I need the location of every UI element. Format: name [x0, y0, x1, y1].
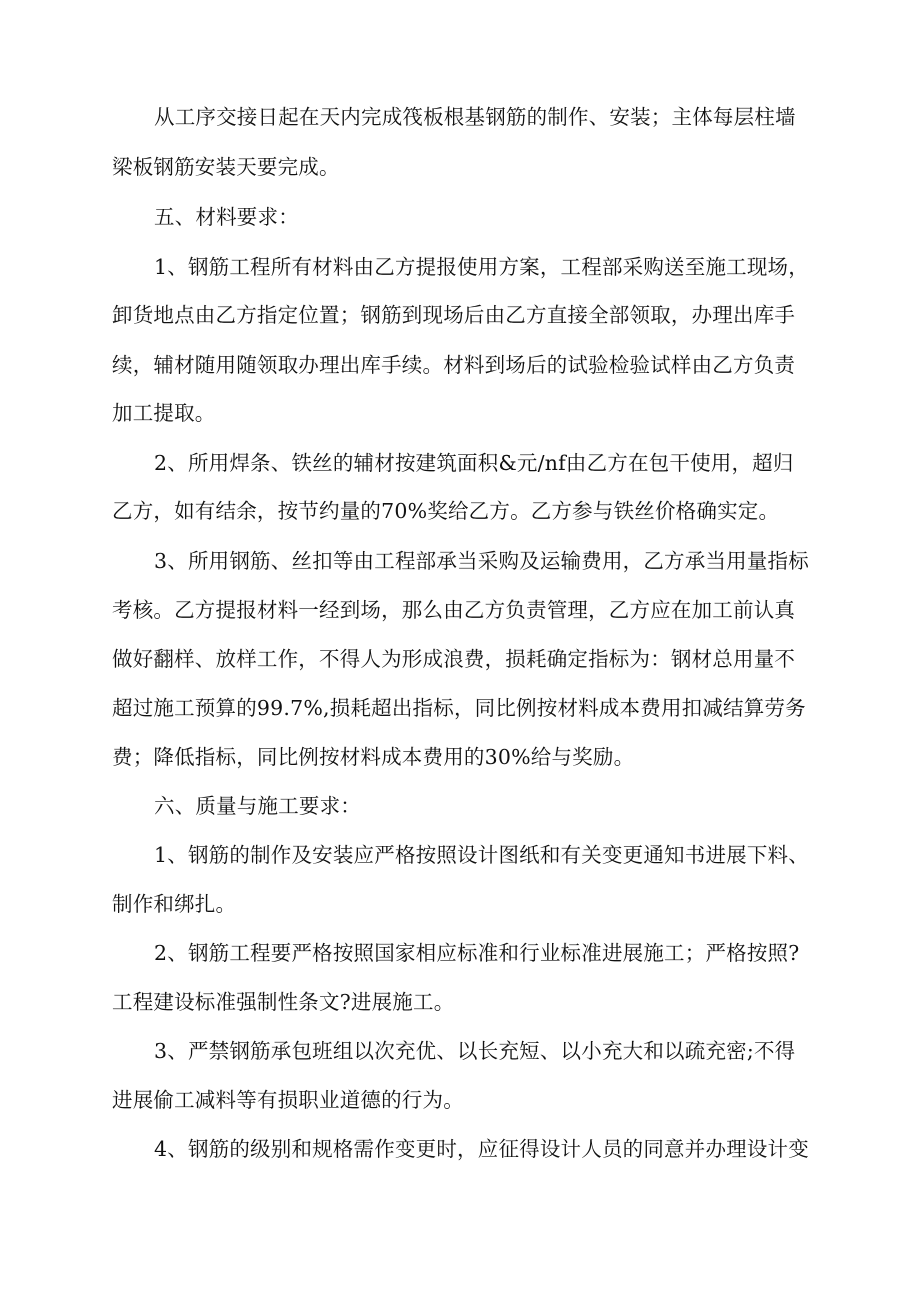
text-line: 超过施工预算的99.7%,损耗超出指标，同比例按材料成本费用扣减结算劳务 — [112, 696, 806, 720]
text-line: 2、钢筋工程要严格按照国家相应标准和行业标准进展施工；严格按照? — [154, 941, 800, 965]
text-line: 乙方，如有结余，按节约量的70%奖给乙方。乙方参与铁丝价格确实定。 — [112, 499, 780, 523]
text-line: 3、严禁钢筋承包班组以次充优、以长充短、以小充大和以疏充密;不得 — [154, 1039, 796, 1063]
text-line: 做好翻样、放样工作，不得人为形成浪费，损耗确定指标为：钢材总用量不 — [112, 647, 796, 671]
text-line: 4、钢筋的级别和规格需作变更时，应征得设计人员的同意并办理设计变 — [154, 1137, 809, 1161]
text-line: 3、所用钢筋、丝扣等由工程部承当采购及运输费用，乙方承当用量指标 — [154, 549, 809, 573]
text-line: 2、所用焊条、铁丝的辅材按建筑面积&元/nf由乙方在包干使用，超归 — [154, 451, 794, 475]
text-line: 续，辅材随用随领取办理出库手续。材料到场后的试验检验试样由乙方负责 — [112, 353, 796, 377]
text-line: 进展偷工减料等有损职业道德的行为。 — [112, 1088, 464, 1112]
text-line: 从工序交接日起在天内完成筏板根基钢筋的制作、安装；主体每层柱墙 — [154, 105, 796, 129]
section-heading: 五、材料要求： — [154, 205, 299, 229]
text-line: 加工提取。 — [112, 401, 216, 425]
text-line: 工程建设标准强制性条文?进展施工。 — [112, 990, 455, 1014]
text-line: 1、钢筋的制作及安装应严格按照设计图纸和有关变更通知书进展下料、 — [154, 843, 809, 867]
text-line: 考核。乙方提报材料一经到场，那么由乙方负责管理，乙方应在加工前认真 — [112, 598, 796, 622]
section-heading: 六、质量与施工要求： — [154, 794, 361, 818]
text-line: 卸货地点由乙方指定位置；钢筋到现场后由乙方直接全部领取，办理出库手 — [112, 303, 796, 327]
text-line: 制作和绑扎。 — [112, 892, 237, 916]
text-line: 1、钢筋工程所有材料由乙方提报使用方案，工程部采购送至施工现场， — [154, 255, 809, 279]
text-line: 梁板钢筋安装天要完成。 — [112, 155, 340, 179]
text-line: 费；降低指标，同比例按材料成本费用的30%给与奖励。 — [112, 745, 635, 769]
